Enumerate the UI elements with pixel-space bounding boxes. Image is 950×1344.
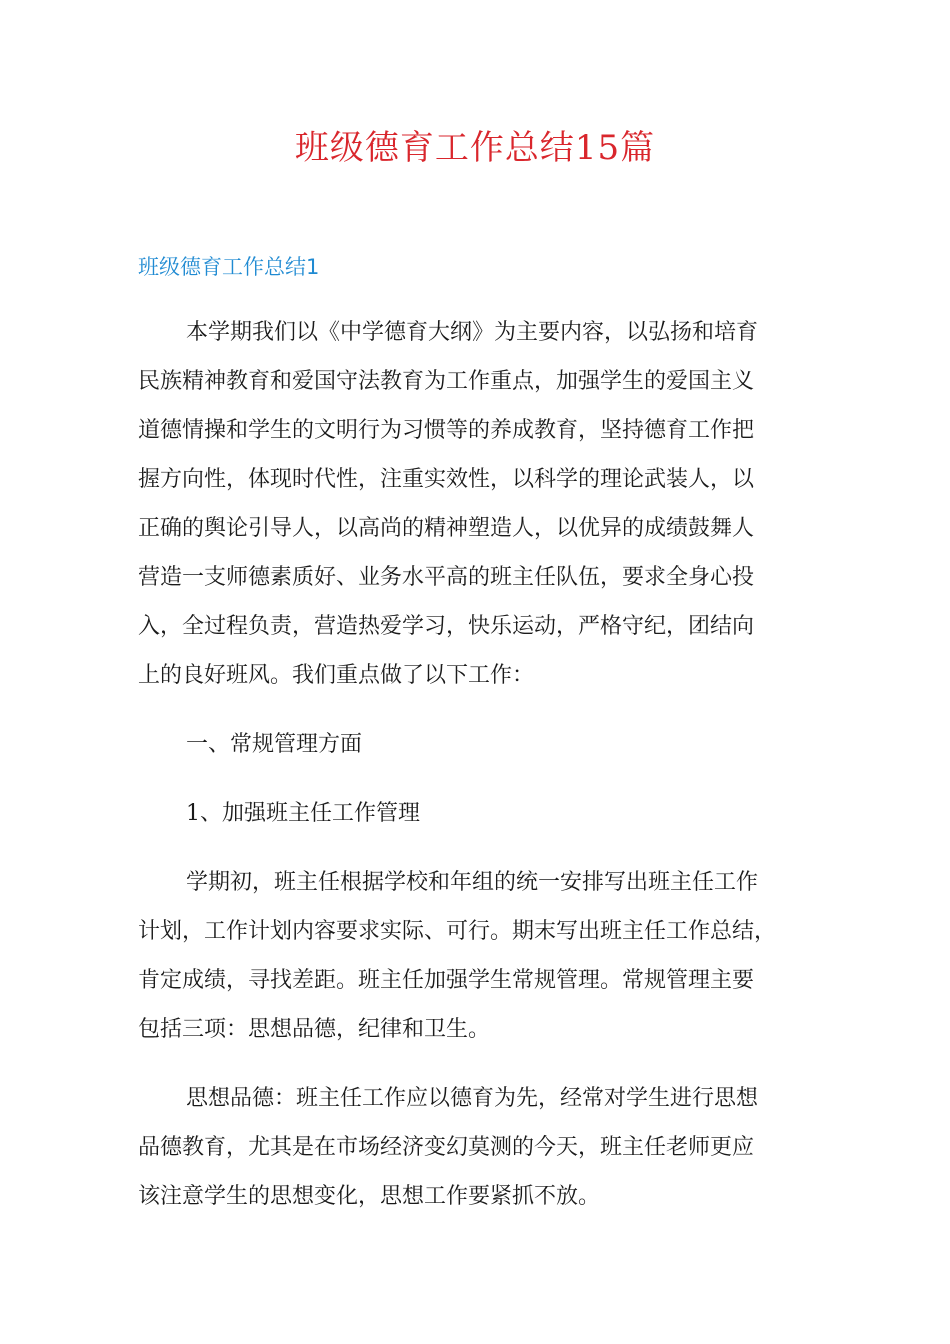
text-line: 入，全过程负责，营造热爱学习，快乐运动，严格守纪，团结向 — [138, 614, 755, 639]
paragraph-spacer — [138, 838, 814, 858]
document-body — [138, 308, 814, 1221]
text-line: 正确的舆论引导人，以高尚的精神塑造人，以优异的成绩鼓舞人 — [138, 516, 755, 541]
paragraph-spacer — [138, 700, 814, 720]
subheading-teacher-management: 1、加强班主任工作管理 — [186, 801, 420, 826]
document-title: 班级德育工作总结15篇 — [294, 128, 656, 168]
paragraph-plan — [138, 858, 814, 1054]
text-line: 包括三项：思想品德，纪律和卫生。 — [138, 1017, 491, 1042]
text-line: 肯定成绩，寻找差距。班主任加强学生常规管理。常规管理主要 — [138, 968, 755, 993]
text-line: 计划，工作计划内容要求实际、可行。期末写出班主任工作总结， — [138, 919, 777, 944]
paragraph-moral — [138, 1074, 814, 1221]
text-line: 道德情操和学生的文明行为习惯等的养成教育，坚持德育工作把 — [138, 418, 755, 443]
text-line: 上的良好班风。我们重点做了以下工作： — [138, 663, 535, 688]
paragraph-spacer — [138, 769, 814, 789]
paragraph-spacer — [138, 1054, 814, 1074]
text-line: 该注意学生的思想变化，思想工作要紧抓不放。 — [138, 1184, 601, 1209]
text-line: 营造一支师德素质好、业务水平高的班主任队伍，要求全身心投 — [138, 565, 755, 590]
text-line: 本学期我们以《中学德育大纲》为主要内容，以弘扬和培育 — [186, 320, 759, 345]
text-line: 品德教育，尤其是在市场经济变幻莫测的今天，班主任老师更应 — [138, 1135, 755, 1160]
subheading-routine-management: 一、常规管理方面 — [186, 732, 363, 757]
text-line: 思想品德：班主任工作应以德育为先，经常对学生进行思想 — [186, 1086, 759, 1111]
text-line: 学期初，班主任根据学校和年组的统一安排写出班主任工作 — [186, 870, 759, 895]
text-line: 握方向性，体现时代性，注重实效性，以科学的理论武装人，以 — [138, 467, 755, 492]
section-heading: 班级德育工作总结1 — [138, 255, 320, 279]
paragraph-intro — [138, 308, 814, 700]
text-line: 民族精神教育和爱国守法教育为工作重点，加强学生的爱国主义 — [138, 369, 755, 394]
